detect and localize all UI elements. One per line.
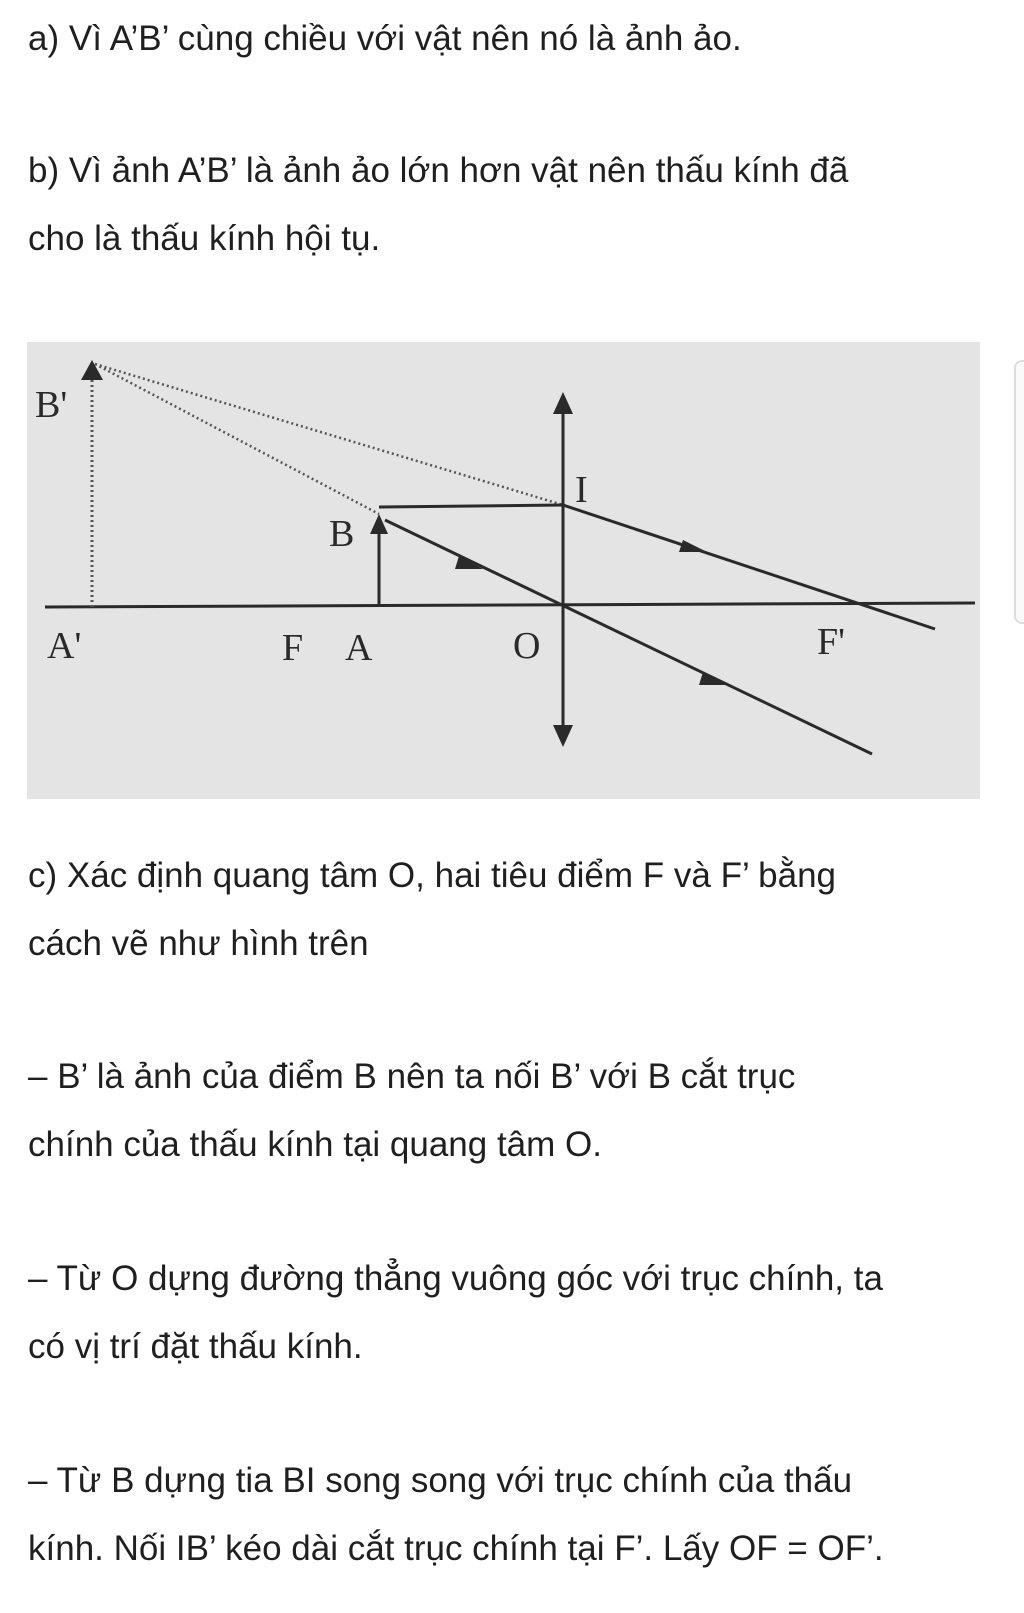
extension-b-prime-to-i [95, 364, 563, 505]
ray-bi [379, 505, 563, 507]
label-f: F [282, 627, 304, 669]
answer-a-text: a) Vì A’B’ cùng chiều với vật nên nó là ảnh ảo. [28, 19, 742, 58]
answer-c-line1: c) Xác định quang tâm O, hai tiêu điểm F và F’ bằng [28, 856, 837, 895]
ray-diagram [27, 342, 980, 799]
answer-c-line2: cách vẽ như hình trên [28, 924, 369, 963]
extension-b-prime-to-b [95, 364, 379, 514]
ray-b-o [385, 520, 872, 754]
lens-top-arrow-icon [553, 392, 573, 414]
object-arrow-icon [370, 514, 388, 534]
lens-bottom-arrow-icon [553, 725, 573, 747]
label-b: B [329, 513, 355, 555]
step-3-line1: – Từ B dựng tia BI song song với trục chính của thấu [28, 1461, 853, 1500]
scroll-edge-handle[interactable] [1014, 360, 1024, 624]
label-i: I [575, 469, 588, 511]
step-2-line2: có vị trí đặt thấu kính. [28, 1327, 363, 1366]
step-1 [28, 1043, 988, 1179]
step-2-line1: – Từ O dựng đường thẳng vuông góc với trục chính, ta [28, 1259, 883, 1298]
ray-bo-arrow-icon-2 [699, 672, 727, 685]
step-2 [28, 1245, 988, 1381]
step-3-line2: kính. Nối IB’ kéo dài cắt trục chính tại F’. Lấy OF = OF’. [28, 1529, 884, 1568]
step-1-line2: chính của thấu kính tại quang tâm O. [28, 1125, 602, 1164]
ray-bo-arrow-icon-1 [455, 556, 483, 569]
step-1-line1: – B’ là ảnh của điểm B nên ta nối B’ với B cắt trục [28, 1057, 796, 1096]
label-a: A [345, 627, 373, 669]
ray-i-arrow-icon [679, 540, 707, 552]
ray-diagram-svg [27, 342, 980, 799]
answer-b-line2: cho là thấu kính hội tụ. [28, 219, 381, 258]
label-f-prime: F' [817, 621, 845, 663]
label-o: O [513, 625, 541, 667]
ray-i-f-prime [563, 505, 935, 629]
answer-b [28, 137, 988, 273]
step-3 [28, 1447, 988, 1583]
label-b-prime: B' [35, 384, 68, 426]
label-a-prime: A' [47, 625, 82, 667]
answer-c [28, 842, 988, 978]
answer-a [28, 5, 988, 73]
image-arrow-icon [81, 360, 103, 380]
answer-b-line1: b) Vì ảnh A’B’ là ảnh ảo lớn hơn vật nên thấu kính đã [28, 151, 849, 190]
principal-axis [45, 603, 975, 607]
